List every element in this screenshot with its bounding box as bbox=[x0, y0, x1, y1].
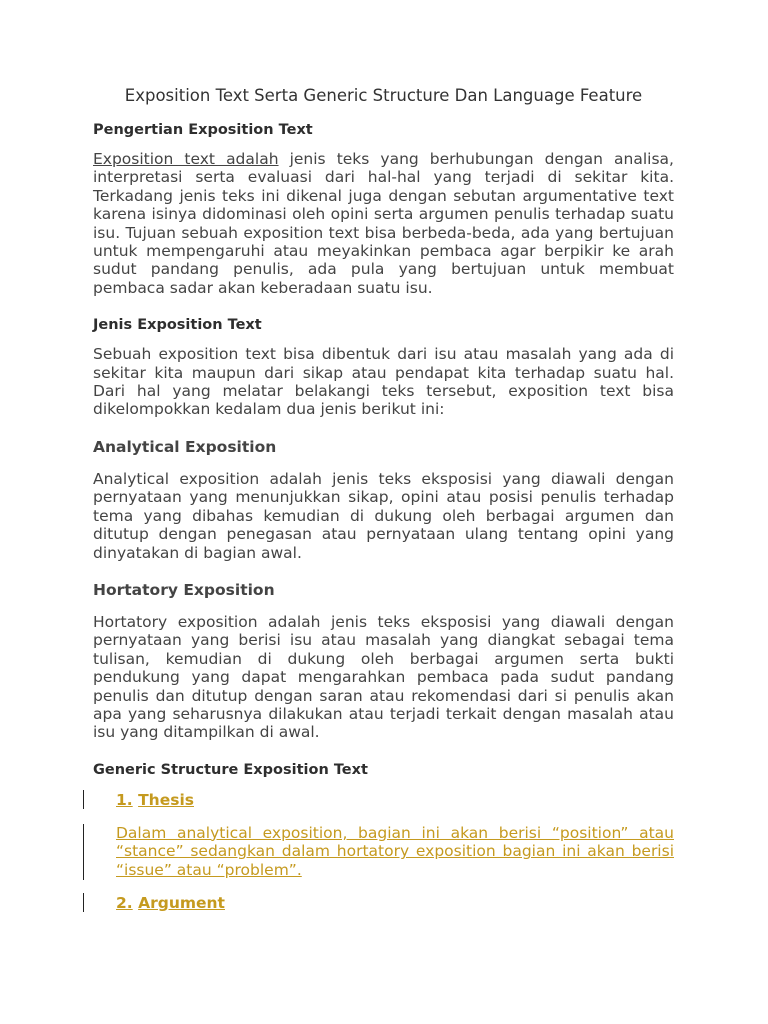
list-label-thesis[interactable]: Thesis bbox=[138, 790, 194, 809]
document-page bbox=[93, 86, 674, 927]
list-bar bbox=[83, 790, 84, 809]
list-heading-argument[interactable] bbox=[93, 893, 674, 913]
list-item-thesis bbox=[93, 790, 674, 810]
heading-generic-structure: Generic Structure Exposition Text bbox=[93, 761, 368, 778]
paragraph-pengertian-text: jenis teks yang berhubungan dengan analisa, interpretasi serta evaluasi dari hal-hal yang terjadi di sekitar kita. Terkadang jenis teks ini dikenal juga dengan sebutan argumentative text karena isinya didominasi oleh opini serta argumen penulis terhadap suatu isu. Tujuan sebuah exposition text bisa berbeda-beda, ada yang bertujuan untuk mempengaruhi atau meyakinkan pembaca agar berpikir ke arah sudut pandang penulis, ada pula yang bertujuan untuk membuat pembaca sadar akan keberadaan suatu isu. bbox=[93, 150, 674, 297]
list-bar bbox=[83, 824, 84, 880]
heading-analytical: Analytical Exposition bbox=[93, 437, 277, 456]
list-bar bbox=[83, 893, 84, 912]
paragraph-pengertian bbox=[93, 150, 674, 297]
list-label-argument[interactable]: Argument bbox=[138, 893, 225, 912]
list-item-argument bbox=[93, 893, 674, 913]
link-exposition-text[interactable]: Exposition text adalah bbox=[93, 150, 279, 168]
heading-pengertian: Pengertian Exposition Text bbox=[93, 122, 313, 138]
list-number: 2. bbox=[116, 893, 133, 912]
thesis-description-link[interactable]: Dalam analytical exposition, bagian ini akan berisi “position” atau “stance” sedangkan dalam hortatory exposition bagian ini akan berisi “issue” atau “problem”. bbox=[116, 823, 674, 879]
list-heading-thesis[interactable] bbox=[93, 790, 674, 810]
paragraph-hortatory: Hortatory exposition adalah jenis teks eksposisi yang diawali dengan pernyataan yang berisi isu atau masalah yang diangkat sebagai tema tulisan, kemudian di dukung oleh berbagai argumen serta bukti pendukung yang dapat mengarahkan pembaca pada sudut pandang penulis dan ditutup dengan saran atau rekomendasi dari si penulis akan apa yang seharusnya dilakukan atau terjadi terkait dengan masalah atau isu yang ditampilkan di awal. bbox=[93, 612, 674, 742]
paragraph-jenis: Sebuah exposition text bisa dibentuk dari isu atau masalah yang ada di sekitar kita maupun dari sikap atau pendapat kita terhadap suatu hal. Dari hal yang melatar belakangi teks tersebut, exposition text bisa dikelompokkan kedalam dua jenis berikut ini: bbox=[93, 345, 674, 419]
heading-jenis: Jenis Exposition Text bbox=[93, 317, 262, 334]
list-number: 1. bbox=[116, 790, 133, 809]
list-item-thesis-description bbox=[93, 824, 674, 879]
document-title: Exposition Text Serta Generic Structure Dan Language Feature bbox=[124, 86, 643, 105]
paragraph-analytical: Analytical exposition adalah jenis teks eksposisi yang diawali dengan pernyataan yang menunjukkan sikap, opini atau posisi penulis terhadap tema yang dibahas kemudian di dukung oleh berbagai argumen dan ditutup dengan penegasan atau pernyataan ulang tentang opini yang dinyatakan di bagian awal. bbox=[93, 469, 674, 562]
heading-hortatory: Hortatory Exposition bbox=[93, 580, 275, 599]
